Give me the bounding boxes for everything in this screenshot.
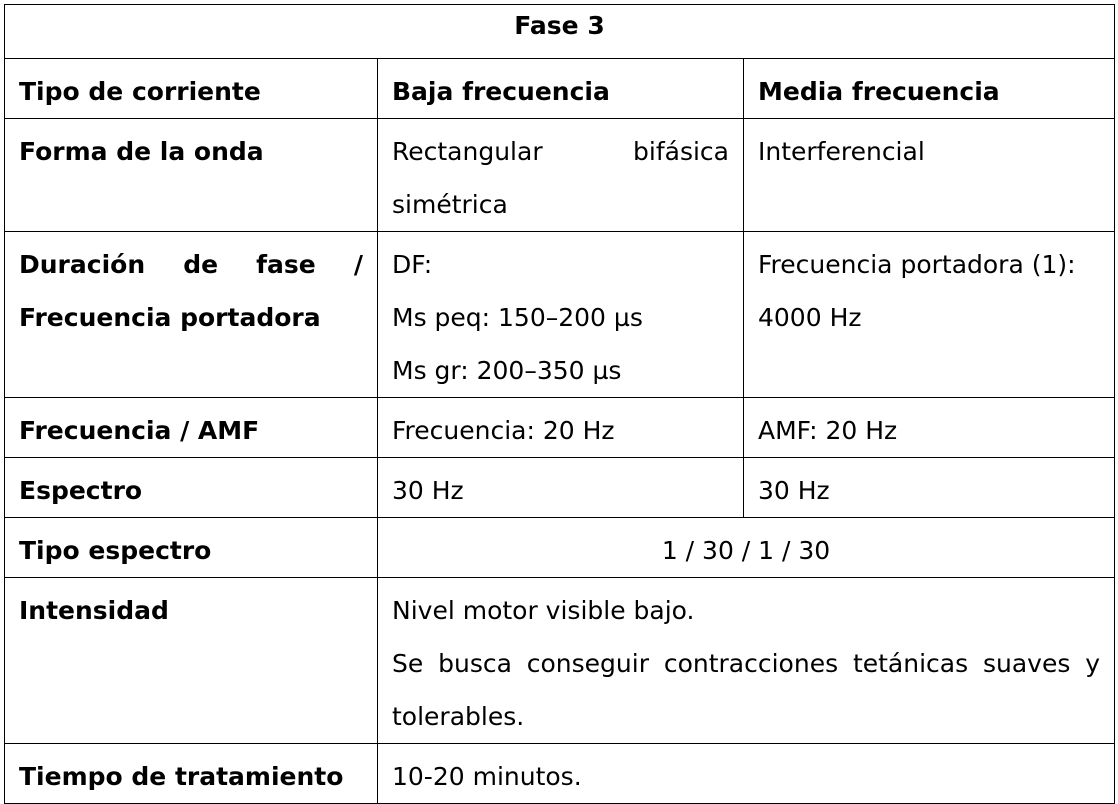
cell-forma-baja xyxy=(378,119,744,232)
cell-frecuencia-media: AMF: 20 Hz xyxy=(744,398,1115,458)
cell-forma-baja-line1: Rectangular bifásica xyxy=(392,137,729,166)
cell-forma-baja-line2: simétrica xyxy=(392,190,508,219)
table-row xyxy=(5,744,1115,804)
row-label-tiempo: Tiempo de tratamiento xyxy=(5,744,378,804)
header-media-frecuencia: Media frecuencia xyxy=(744,59,1115,119)
cell-intensidad-line3: tolerables. xyxy=(392,702,525,731)
table-row xyxy=(5,518,1115,578)
cell-duracion-media xyxy=(744,232,1115,398)
cell-duracion-media-line1: Frecuencia portadora (1): xyxy=(758,250,1076,279)
cell-duracion-baja-line3: Ms gr: 200–350 µs xyxy=(392,356,622,385)
row-label-duracion-line2: Frecuencia portadora xyxy=(19,303,321,332)
cell-duracion-baja-line1: DF: xyxy=(392,250,433,279)
header-tipo-corriente: Tipo de corriente xyxy=(5,59,378,119)
cell-duracion-baja-line2: Ms peq: 150–200 µs xyxy=(392,303,643,332)
cell-intensidad-line2: Se busca conseguir contracciones tetánicas suaves y xyxy=(392,649,1101,678)
table-title: Fase 3 xyxy=(5,5,1115,59)
row-label-duracion-line1: Duración de fase / xyxy=(19,250,363,279)
row-label-frecuencia: Frecuencia / AMF xyxy=(5,398,378,458)
table-row xyxy=(5,398,1115,458)
row-label-tipo-espectro: Tipo espectro xyxy=(5,518,378,578)
cell-intensidad xyxy=(378,578,1115,744)
cell-tiempo: 10-20 minutos. xyxy=(378,744,1115,804)
cell-espectro-media: 30 Hz xyxy=(744,458,1115,518)
cell-intensidad-line1: Nivel motor visible bajo. xyxy=(392,596,695,625)
cell-espectro-baja: 30 Hz xyxy=(378,458,744,518)
header-row xyxy=(5,59,1115,119)
header-baja-frecuencia: Baja frecuencia xyxy=(378,59,744,119)
table-title-row xyxy=(5,5,1115,59)
table-row xyxy=(5,232,1115,398)
treatment-table xyxy=(4,4,1115,804)
cell-duracion-media-line2: 4000 Hz xyxy=(758,303,862,332)
cell-forma-media: Interferencial xyxy=(744,119,1115,232)
row-label-duracion xyxy=(5,232,378,398)
cell-duracion-baja xyxy=(378,232,744,398)
table-row xyxy=(5,119,1115,232)
row-label-forma: Forma de la onda xyxy=(5,119,378,232)
cell-frecuencia-baja: Frecuencia: 20 Hz xyxy=(378,398,744,458)
cell-tipo-espectro: 1 / 30 / 1 / 30 xyxy=(378,518,1115,578)
table-row xyxy=(5,578,1115,744)
row-label-espectro: Espectro xyxy=(5,458,378,518)
table-row xyxy=(5,458,1115,518)
row-label-intensidad: Intensidad xyxy=(5,578,378,744)
